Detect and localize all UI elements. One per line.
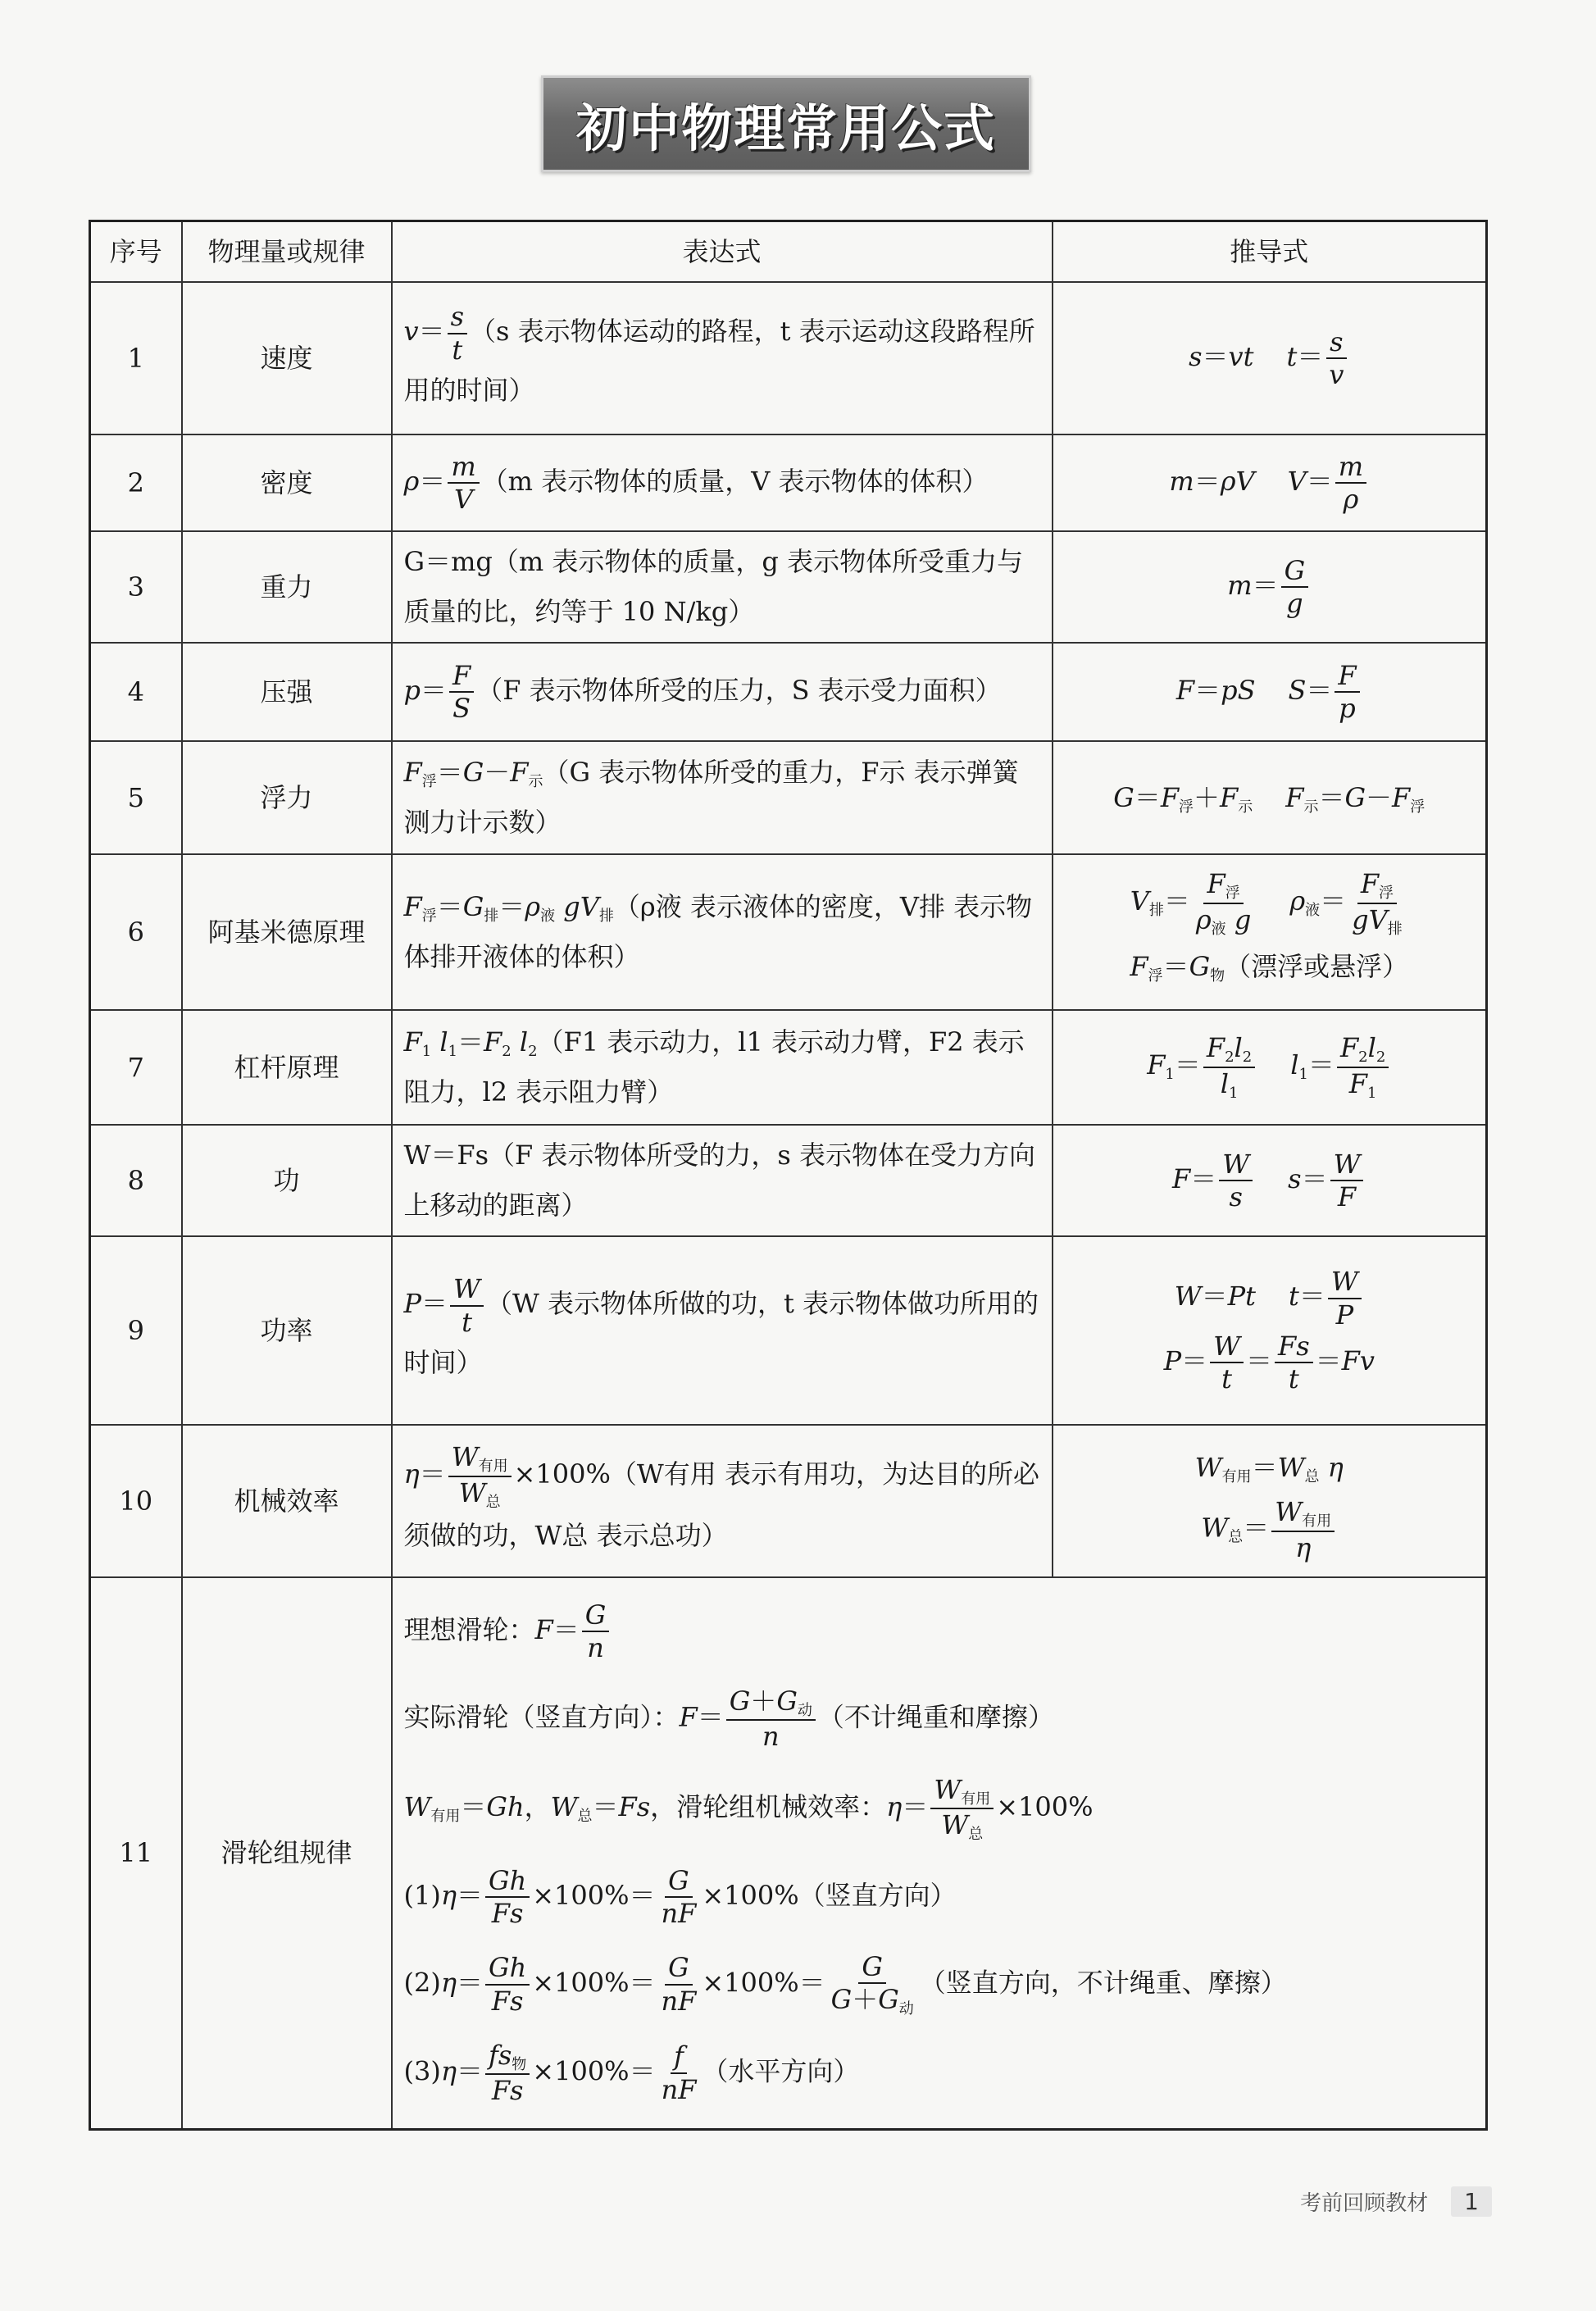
- header-name: 物理量或规律: [182, 221, 392, 283]
- row-num: 10: [90, 1425, 182, 1577]
- row-expression: W＝Fs（F 表示物体所受的力，s 表示物体在受力方向上移动的距离）: [392, 1125, 1053, 1236]
- pulley-case-2: (2)η＝ $\frac{Gh}{Fs}$ ×100%＝ $\frac{G}{nF}$ ×100%＝ $\frac{G}{\text{G＋G动}}$ （竖直方向，不计绳重、摩擦）: [403, 1950, 1287, 2018]
- expr-desc: （m 表示物体的质量，V 表示物体的体积）: [481, 465, 989, 497]
- page-footer: [1213, 2181, 1492, 2222]
- row-name: 浮力: [182, 741, 392, 854]
- pulley-case-3: (3)η＝ $\frac{\text{fs物}}{Fs}$ ×100%＝ $\frac{f}{nF}$ （水平方向）: [403, 2039, 860, 2107]
- row-derivation: m＝ $\frac{G}{g}$: [1053, 531, 1487, 643]
- row-expression: F浮＝G排＝ρ液 gV排（ρ液 表示液体的密度，V排 表示物体排开液体的体积）: [392, 854, 1053, 1010]
- row-derivation: s＝vt t＝ $\frac{s}{v}$: [1053, 282, 1487, 434]
- row-derivation: W有用＝W总 η W总＝ $\frac{\text{W有用}}{\eta}$: [1053, 1425, 1487, 1577]
- row-expression: F浮＝G－F示（G 表示物体所受的重力，F示 表示弹簧测力计示数）: [392, 741, 1053, 854]
- expr-desc: ×100%（W有用 表示有用功，为达目的所必须做的功，W总 表示总功）: [403, 1458, 1039, 1552]
- row-derivation: G＝F浮＋F示 F示＝G－F浮: [1053, 741, 1487, 854]
- pulley-ideal: 理想滑轮：F＝ $\frac{G}{n}$: [404, 1599, 1475, 1664]
- row-expression: G＝mg（m 表示物体的质量，g 表示物体所受重力与质量的比，约等于 10 N/kg）: [392, 531, 1053, 643]
- expr-desc: （F 表示物体所受的压力，S 表示受力面积）: [476, 674, 1002, 706]
- expr-desc: （G 表示物体所受的重力，F示 表示弹簧测力计示数）: [403, 757, 1019, 838]
- table-row: [90, 1425, 1487, 1577]
- row-expression: $F_1$ $l_1=F_2$ $l_2(F1$ 表示动力，l1 表示动力臂，F2 表示阻力，l2 表示阻力臂）: [392, 1010, 1053, 1125]
- deriv-note: （漂浮或悬浮）: [1225, 951, 1409, 983]
- row-num: 11: [90, 1577, 182, 2129]
- row-num: 2: [90, 434, 182, 531]
- page-title-banner: [541, 75, 1031, 172]
- row-name: 密度: [182, 434, 392, 531]
- footer-label: 考前回顾教材: [1300, 2190, 1429, 2216]
- row-num: 3: [90, 531, 182, 643]
- table-row: [90, 1577, 1487, 2129]
- pulley-efficiency: W有用＝Gh，W总＝Fs，滑轮组机械效率：η＝ $\frac{\text{W有用}}{\text{W总}}$ ×100%: [403, 1773, 1094, 1844]
- table-row: [90, 1236, 1487, 1425]
- row-derivation: m＝ρV V＝ $\frac{m}{\rho}$: [1053, 434, 1487, 531]
- row-name: 滑轮组规律: [182, 1577, 392, 2129]
- page-title: 初中物理常用公式: [575, 98, 996, 158]
- row-expression: p＝ $\frac{F}{S}$ （F 表示物体所受的压力，S 表示受力面积）: [392, 643, 1053, 741]
- row-num: 1: [90, 282, 182, 434]
- expr-desc: （s 表示物体运动的路程，t 表示运动这段路程所用的时间）: [403, 316, 1035, 406]
- row-name: 杠杆原理: [182, 1010, 392, 1125]
- row-name: 速度: [182, 282, 392, 434]
- row-num: 7: [90, 1010, 182, 1125]
- row-num: 8: [90, 1125, 182, 1236]
- row-num: 9: [90, 1236, 182, 1425]
- table-row: [90, 434, 1487, 531]
- expr-desc: （F1 表示动力，l1 表示动力臂，F2 表示阻力，l2 表示阻力臂）: [403, 1026, 1025, 1108]
- row-name: 压强: [182, 643, 392, 741]
- row-num: 4: [90, 643, 182, 741]
- header-deriv: 推导式: [1053, 221, 1487, 283]
- table-row: [90, 643, 1487, 741]
- row-expression: v＝ $\frac{s}{t}$ （s 表示物体运动的路程，t 表示运动这段路程所用的时间）: [392, 282, 1053, 434]
- pulley-actual: 实际滑轮（竖直方向）：F＝ $\frac{\text{G＋G动}}{n}$ （不计绳重和摩擦）: [403, 1685, 1054, 1753]
- row-derivation: F＝ $\frac{W}{s}$ s＝ $\frac{W}{F}$: [1053, 1125, 1487, 1236]
- row-derivation: V排＝ $\frac{\text{F浮}}{\text{ρ液 g}}$ ρ液＝ $\frac{\text{F浮}}{\text{gV排}}$ F浮＝G物（漂浮或悬浮）: [1053, 854, 1487, 1010]
- row-name: 重力: [182, 531, 392, 643]
- table-row: [90, 854, 1487, 1010]
- table-row: [90, 741, 1487, 854]
- row-expression: η＝ $\frac{\text{W有用}}{\text{W总}}$ ×100%（W有用 表示有用功，为达目的所必须做的功，W总 表示总功）: [392, 1425, 1053, 1577]
- table-row: [90, 1125, 1487, 1236]
- header-num: 序号: [90, 221, 182, 283]
- row-derivation: F＝pS S＝ $\frac{F}{p}$: [1053, 643, 1487, 741]
- table-header-row: [90, 221, 1487, 283]
- row-name: 功率: [182, 1236, 392, 1425]
- row-expression: ρ＝ $\frac{m}{V}$ （m 表示物体的质量，V 表示物体的体积）: [392, 434, 1053, 531]
- table-row: [90, 282, 1487, 434]
- row-num: 5: [90, 741, 182, 854]
- table-row: [90, 531, 1487, 643]
- pulley-rules: [392, 1577, 1487, 2129]
- row-name: 功: [182, 1125, 392, 1236]
- header-expr: 表达式: [392, 221, 1053, 283]
- row-derivation: $F_1=$ $\frac{F_2l_2}{l_1}$ $l_1=$ $\frac{F_2l_2}{F_1}$: [1053, 1010, 1487, 1125]
- row-name: 机械效率: [182, 1425, 392, 1577]
- row-expression: P＝ $\frac{W}{t}$ （W 表示物体所做的功，t 表示物体做功所用的时间）: [392, 1236, 1053, 1425]
- pulley-case-1: (1)η＝ $\frac{Gh}{Fs}$ ×100%＝ $\frac{G}{nF}$ ×100%（竖直方向）: [403, 1864, 957, 1930]
- row-derivation: W＝Pt t＝ $\frac{W}{P}$ P＝ $\frac{W}{t}$ ＝ $\frac{Fs}{t}$ ＝Fv: [1053, 1236, 1487, 1425]
- page-number: 1: [1451, 2186, 1492, 2217]
- table-row: [90, 1010, 1487, 1125]
- formula-table: [89, 220, 1488, 2131]
- row-name: 阿基米德原理: [182, 854, 392, 1010]
- expr-desc: （ρ液 表示液体的密度，V排 表示物体排开液体的体积）: [403, 891, 1033, 972]
- row-num: 6: [90, 854, 182, 1010]
- expr-desc: （W 表示物体所做的功，t 表示物体做功所用的时间）: [403, 1288, 1039, 1378]
